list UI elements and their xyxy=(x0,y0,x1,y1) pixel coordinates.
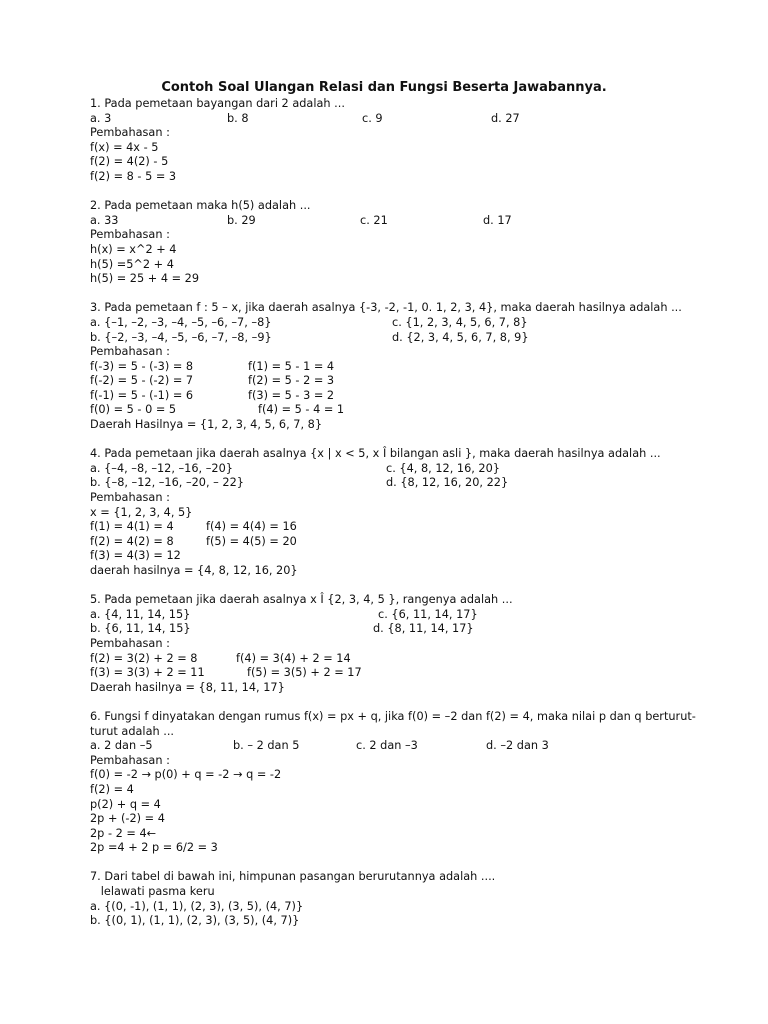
solution-right: f(4) = 4(4) = 16 xyxy=(206,520,297,534)
option-b: b. – 2 dan 5 xyxy=(233,739,300,753)
solution-line: p(2) + q = 4 xyxy=(90,797,161,811)
option-b: b. {–8, –12, –16, –20, – 22} xyxy=(90,476,244,490)
question-text: 3. Pada pemetaan f : 5 – x, jika daerah asalnya {-3, -2, -1, 0. 1, 2, 3, 4}, maka daerah hasilnya adalah ... xyxy=(90,301,682,315)
question-text: 5. Pada pemetaan jika daerah asalnya x Î {2, 3, 4, 5 }, rangenya adalah ... xyxy=(90,593,513,607)
pembahasan-label: Pembahasan : xyxy=(90,345,170,359)
option-c: c. 21 xyxy=(360,213,388,227)
options-row xyxy=(90,739,690,754)
option-b: b. {(0, 1), (1, 1), (2, 3), (3, 5), (4, 7)} xyxy=(90,914,300,928)
solution-line: h(5) = 25 + 4 = 29 xyxy=(90,272,200,286)
solution-line: x = {1, 2, 3, 4, 5} xyxy=(90,505,193,519)
question-2 xyxy=(90,199,690,287)
options-row xyxy=(90,476,690,491)
solution-row xyxy=(90,520,690,535)
option-c: c. {4, 8, 12, 16, 20} xyxy=(386,461,500,475)
solution-line: h(x) = x^2 + 4 xyxy=(90,242,177,256)
solution-right: f(1) = 5 - 1 = 4 xyxy=(248,359,335,373)
question-3 xyxy=(90,301,690,432)
option-c: c. {6, 11, 14, 17} xyxy=(378,607,478,621)
result-line: Daerah hasilnya = {8, 11, 14, 17} xyxy=(90,680,285,694)
solution-line: 2p =4 + 2 p = 6/2 = 3 xyxy=(90,841,218,855)
solution-line: 2p - 2 = 4← xyxy=(90,826,157,840)
solution-line: f(x) = 4x - 5 xyxy=(90,140,159,154)
solution-right: f(2) = 5 - 2 = 3 xyxy=(248,374,335,388)
options-row xyxy=(90,331,690,346)
solution-right: f(3) = 5 - 3 = 2 xyxy=(248,388,335,402)
solution-left: f(-2) = 5 - (-2) = 7 xyxy=(90,374,194,388)
option-b: b. {6, 11, 14, 15} xyxy=(90,622,191,636)
option-b: b. 8 xyxy=(227,111,249,125)
solution-left: f(0) = 5 - 0 = 5 xyxy=(90,403,177,417)
option-b: b. 29 xyxy=(227,213,256,227)
solution-row xyxy=(90,666,690,681)
solution-left: f(2) = 3(2) + 2 = 8 xyxy=(90,651,198,665)
option-d: d. {8, 11, 14, 17} xyxy=(373,622,474,636)
question-6 xyxy=(90,709,696,856)
solution-row xyxy=(90,535,690,550)
solution-right: f(5) = 3(5) + 2 = 17 xyxy=(247,666,362,680)
question-text: 2. Pada pemetaan maka h(5) adalah ... xyxy=(90,199,311,213)
option-b: b. {–2, –3, –4, –5, –6, –7, –8, –9} xyxy=(90,330,272,344)
solution-row xyxy=(90,403,690,418)
option-c: c. 9 xyxy=(362,111,383,125)
solution-row xyxy=(90,360,690,375)
solution-line: h(5) =5^2 + 4 xyxy=(90,257,174,271)
question-subtext: lelawati pasma keru xyxy=(90,885,215,899)
result-line: daerah hasilnya = {4, 8, 12, 16, 20} xyxy=(90,564,298,577)
option-a: a. {–4, –8, –12, –16, –20} xyxy=(90,461,233,475)
solution-line: f(2) = 8 - 5 = 3 xyxy=(90,169,177,183)
question-text: 4. Pada pemetaan jika daerah asalnya {x | x < 5, x Î bilangan asli }, maka daerah hasilnya adalah ... xyxy=(90,447,661,461)
question-7 xyxy=(90,870,690,928)
options-row xyxy=(90,622,690,637)
pembahasan-label: Pembahasan : xyxy=(90,491,170,505)
pembahasan-label: Pembahasan : xyxy=(90,126,170,140)
question-4 xyxy=(90,447,690,578)
solution-right: f(4) = 5 - 4 = 1 xyxy=(258,403,345,417)
option-a: a. {(0, -1), (1, 1), (2, 3), (3, 5), (4, 7)} xyxy=(90,899,304,913)
solution-right: f(5) = 4(5) = 20 xyxy=(206,534,297,548)
solution-left: f(1) = 4(1) = 4 xyxy=(90,520,174,534)
question-text: 6. Fungsi f dinyatakan dengan rumus f(x) = px + q, jika f(0) = –2 dan f(2) = 4, maka nilai p dan q berturut- xyxy=(90,709,696,723)
solution-row xyxy=(90,389,690,404)
solution-line: f(0) = -2 → p(0) + q = -2 → q = -2 xyxy=(90,768,282,782)
options-row xyxy=(90,112,690,127)
pembahasan-label: Pembahasan : xyxy=(90,636,170,650)
option-d: d. 17 xyxy=(483,213,512,227)
option-a: a. 2 dan –5 xyxy=(90,739,153,753)
question-5 xyxy=(90,593,690,695)
option-a: a. 3 xyxy=(90,111,112,125)
option-c: c. 2 dan –3 xyxy=(356,739,418,753)
options-row xyxy=(90,608,690,623)
solution-line: f(3) = 4(3) = 12 xyxy=(90,549,181,563)
option-a: a. {–1, –2, –3, –4, –5, –6, –7, –8} xyxy=(90,315,272,329)
option-d: d. –2 dan 3 xyxy=(486,739,549,753)
document-body xyxy=(90,97,696,943)
solution-row xyxy=(90,374,690,389)
option-a: a. 33 xyxy=(90,213,119,227)
question-text-continued: turut adalah ... xyxy=(90,724,175,738)
solution-line: 2p + (-2) = 4 xyxy=(90,812,165,826)
solution-line: f(2) = 4 xyxy=(90,782,134,796)
solution-left: f(-3) = 5 - (-3) = 8 xyxy=(90,359,194,373)
options-row xyxy=(90,462,690,477)
solution-left: f(2) = 4(2) = 8 xyxy=(90,534,174,548)
option-d: d. {2, 3, 4, 5, 6, 7, 8, 9} xyxy=(392,330,529,344)
solution-row xyxy=(90,652,690,667)
solution-line: f(2) = 4(2) - 5 xyxy=(90,155,169,169)
result-line: Daerah Hasilnya = {1, 2, 3, 4, 5, 6, 7, 8} xyxy=(90,418,323,432)
question-text: 1. Pada pemetaan bayangan dari 2 adalah ... xyxy=(90,97,345,110)
question-1 xyxy=(90,97,690,185)
pembahasan-label: Pembahasan : xyxy=(90,228,170,242)
option-d: d. 27 xyxy=(491,111,520,125)
solution-left: f(-1) = 5 - (-1) = 6 xyxy=(90,388,194,402)
option-a: a. {4, 11, 14, 15} xyxy=(90,607,191,621)
solution-right: f(4) = 3(4) + 2 = 14 xyxy=(236,651,351,665)
question-text: 7. Dari tabel di bawah ini, himpunan pasangan berurutannya adalah .... xyxy=(90,870,496,884)
option-c: c. {1, 2, 3, 4, 5, 6, 7, 8} xyxy=(392,315,528,329)
solution-left: f(3) = 3(3) + 2 = 11 xyxy=(90,666,205,680)
options-row xyxy=(90,316,690,331)
option-d: d. {8, 12, 16, 20, 22} xyxy=(386,476,509,490)
page-title: Contoh Soal Ulangan Relasi dan Fungsi Beserta Jawabannya. xyxy=(161,80,607,95)
pembahasan-label: Pembahasan : xyxy=(90,753,170,767)
options-row xyxy=(90,214,690,229)
